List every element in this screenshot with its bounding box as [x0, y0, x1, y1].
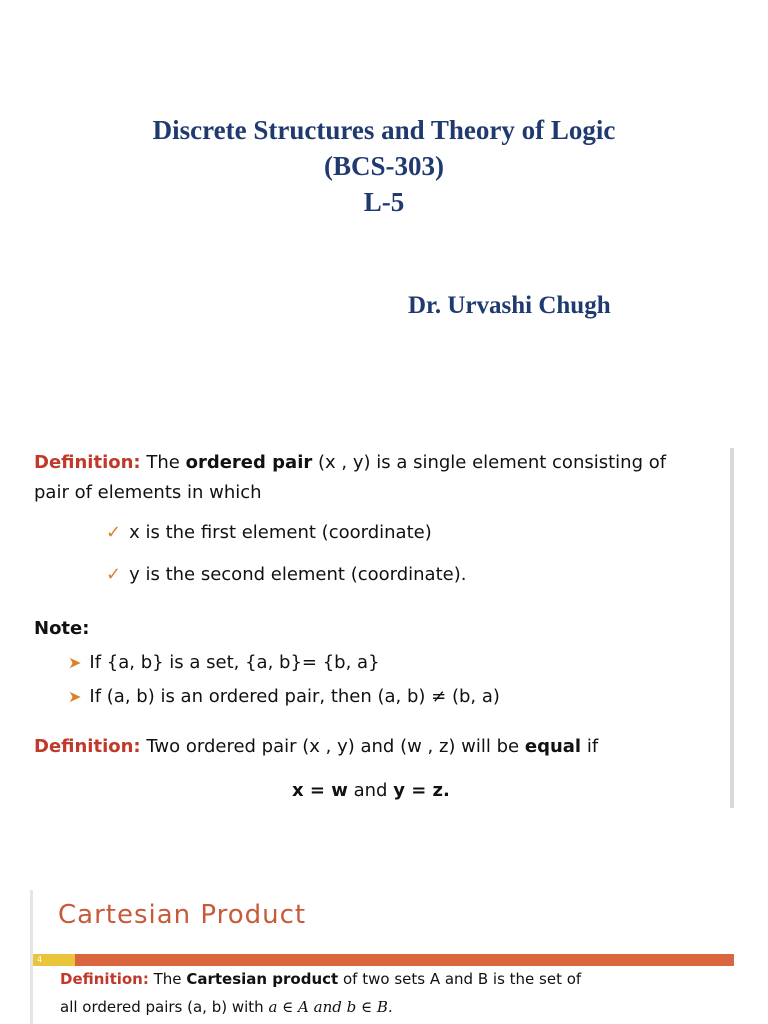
ordered-pair-slide: [30, 448, 734, 808]
title-line-3: L-5: [363, 187, 405, 217]
slide-heading: Cartesian Product: [58, 900, 307, 930]
document-title: [0, 112, 768, 220]
definition-text: of two sets A and B is the set of: [343, 970, 582, 988]
note-item-text: If {a, b} is a set, {a, b}= {b, a}: [89, 652, 380, 673]
check-item-text: x is the first element (coordinate): [129, 522, 432, 543]
definition-label: Definition:: [34, 452, 141, 473]
equality-condition: [292, 780, 450, 801]
check-item-1: [106, 522, 432, 543]
slide-edge-divider: [730, 448, 734, 808]
definition-text: (x , y) is a single element consisting of: [317, 452, 667, 473]
definition-text: if: [586, 736, 599, 757]
title-line-2: (BCS-303): [324, 151, 444, 181]
author-name: Dr. Urvashi Chugh: [408, 292, 611, 319]
equality-x: x = w: [292, 780, 348, 801]
definition-label: Definition:: [60, 970, 149, 988]
definition-term: equal: [524, 736, 582, 757]
check-item-text: y is the second element (coordinate).: [129, 564, 467, 585]
definition-text: The: [146, 452, 180, 473]
equality-and: and: [353, 780, 388, 801]
cp-definition-line-1: [60, 970, 581, 988]
note-item-1: [68, 652, 380, 673]
definition-2-line: [34, 736, 598, 757]
heading-bar: [33, 954, 734, 966]
cp-definition-line-2: [60, 998, 393, 1016]
definition-term: ordered pair: [185, 452, 313, 473]
math-expression: a ∈ A and b ∈ B.: [268, 998, 393, 1016]
checkmark-icon: ✓: [106, 564, 122, 585]
definition-1-line-1: [34, 452, 666, 473]
definition-text: Two ordered pair (x , y) and (w , z) will be: [146, 736, 520, 757]
slide-number: 4: [33, 954, 75, 966]
definition-label: Definition:: [34, 736, 141, 757]
note-item-text: If (a, b) is an ordered pair, then (a, b) ≠ (b, a): [89, 686, 500, 707]
cartesian-product-slide: [30, 890, 734, 1024]
definition-1-line-2: pair of elements in which: [34, 482, 262, 503]
note-item-2: [68, 686, 500, 707]
note-label: Note:: [34, 618, 90, 639]
definition-text: all ordered pairs (a, b) with: [60, 998, 264, 1016]
definition-term: Cartesian product: [186, 970, 339, 988]
arrow-bullet-icon: ➤: [68, 687, 82, 706]
check-item-2: [106, 564, 466, 585]
checkmark-icon: ✓: [106, 522, 122, 543]
arrow-bullet-icon: ➤: [68, 653, 82, 672]
definition-text: The: [153, 970, 182, 988]
title-line-1: Discrete Structures and Theory of Logic: [152, 115, 616, 145]
equality-y: y = z.: [393, 780, 450, 801]
